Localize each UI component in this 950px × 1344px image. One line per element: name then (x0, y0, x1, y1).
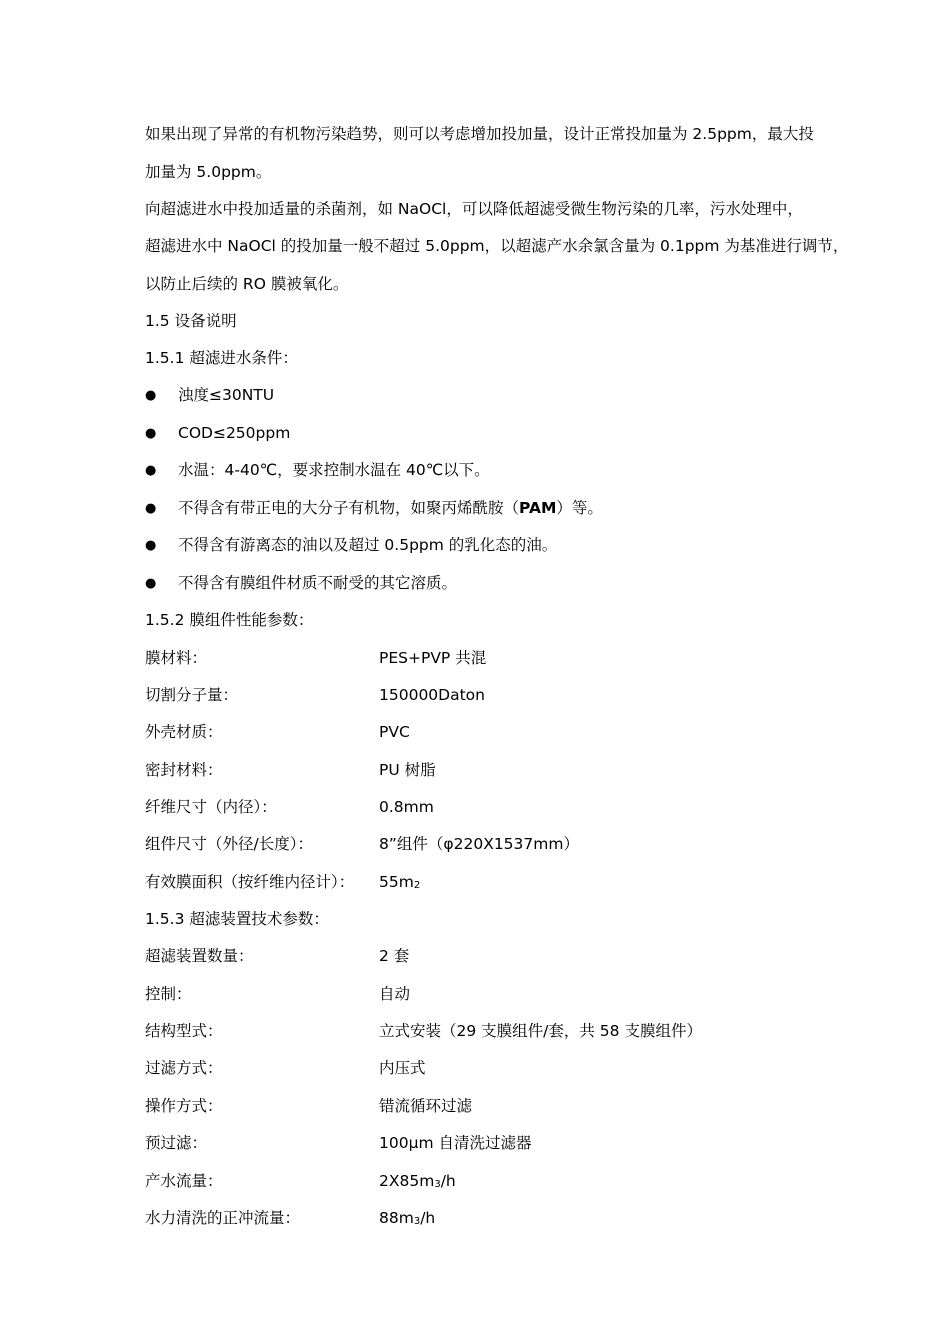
bullet-item: 不得含有膜组件材质不耐受的其它溶质。 (178, 574, 458, 592)
param-value-sub: 3 (434, 1179, 441, 1190)
paragraph-line: 如果出现了异常的有机物污染趋势，则可以考虑增加投加量，设计正常投加量为 2.5ppm，最大投 (145, 125, 814, 143)
param-label: 纤维尺寸（内径）： (145, 798, 277, 816)
param-value: 内压式 (379, 1059, 426, 1077)
param-value (379, 1171, 456, 1195)
param-value-main: 2X85m (379, 1172, 435, 1190)
param-label: 结构型式： (145, 1022, 223, 1040)
bullet-text-part: ）等。 (556, 499, 603, 517)
param-label: 外壳材质： (145, 723, 223, 741)
paragraph-line: 加量为 5.0ppm。 (145, 163, 272, 181)
paragraph-line: 以防止后续的 RO 膜被氧化。 (145, 275, 349, 293)
paragraph-line: 超滤进水中 NaOCl 的投加量一般不超过 5.0ppm，以超滤产水余氯含量为 0.1ppm 为基准进行调节， (145, 237, 849, 255)
param-value: 150000Daton (379, 686, 485, 704)
param-label: 操作方式： (145, 1097, 223, 1115)
paragraph-line: 向超滤进水中投加适量的杀菌剂，如 NaOCl，可以降低超滤受微生物污染的几率，污水处理中， (145, 200, 803, 218)
param-label: 水力清洗的正冲流量： (145, 1209, 301, 1227)
bullet-item: COD≤250ppm (178, 424, 291, 442)
param-value: PU 树脂 (379, 761, 436, 779)
param-value: 8”组件（φ220X1537mm） (379, 835, 579, 853)
bullet-text-part: 不得含有带正电的大分子有机物，如聚丙烯酰胺（ (178, 499, 520, 517)
param-value-sub: 2 (413, 880, 421, 891)
bullet-icon: ● (145, 501, 157, 516)
param-value (379, 1208, 435, 1232)
bullet-item (178, 498, 603, 518)
param-value-tail: /h (440, 1172, 456, 1190)
param-label: 组件尺寸（外径/长度）： (145, 835, 313, 853)
param-value: 自动 (379, 985, 411, 1003)
bullet-item: 浊度≤30NTU (178, 386, 275, 404)
param-value: 错流循环过滤 (379, 1097, 473, 1115)
param-label: 产水流量： (145, 1172, 223, 1190)
bullet-icon: ● (145, 388, 157, 403)
param-label: 预过滤： (145, 1134, 208, 1152)
param-value: PES+PVP 共混 (379, 649, 487, 667)
param-value: 2 套 (379, 947, 410, 965)
param-label: 控制： (145, 985, 192, 1003)
bullet-item: 不得含有游离态的油以及超过 0.5ppm 的乳化态的油。 (178, 536, 558, 554)
bullet-text-bold: PAM (519, 499, 557, 517)
subsection-heading: 1.5.1 超滤进水条件： (145, 349, 298, 367)
param-value: 100μm 自清洗过滤器 (379, 1134, 532, 1152)
param-value-tail: /h (420, 1209, 436, 1227)
subsection-heading: 1.5.2 膜组件性能参数： (145, 611, 314, 629)
param-value-main: 88m (379, 1209, 414, 1227)
bullet-icon: ● (145, 463, 157, 478)
param-value-sub: 3 (413, 1216, 421, 1227)
subsection-heading: 1.5.3 超滤装置技术参数： (145, 910, 329, 928)
section-heading: 1.5 设备说明 (145, 312, 237, 330)
bullet-icon: ● (145, 538, 157, 553)
param-label: 膜材料： (145, 649, 208, 667)
bullet-icon: ● (145, 426, 157, 441)
param-value: 0.8mm (379, 798, 434, 816)
param-value: 立式安装（29 支膜组件/套，共 58 支膜组件） (379, 1022, 702, 1040)
bullet-item: 水温：4-40℃，要求控制水温在 40℃以下。 (178, 461, 490, 479)
param-value (379, 872, 420, 896)
param-label: 有效膜面积（按纤维内径计）： (145, 873, 355, 891)
param-value-main: 55m (379, 873, 414, 891)
param-label: 过滤方式： (145, 1059, 223, 1077)
param-value: PVC (379, 723, 410, 741)
param-label: 切割分子量： (145, 686, 239, 704)
param-label: 密封材料： (145, 761, 223, 779)
param-label: 超滤装置数量： (145, 947, 254, 965)
bullet-icon: ● (145, 576, 157, 591)
